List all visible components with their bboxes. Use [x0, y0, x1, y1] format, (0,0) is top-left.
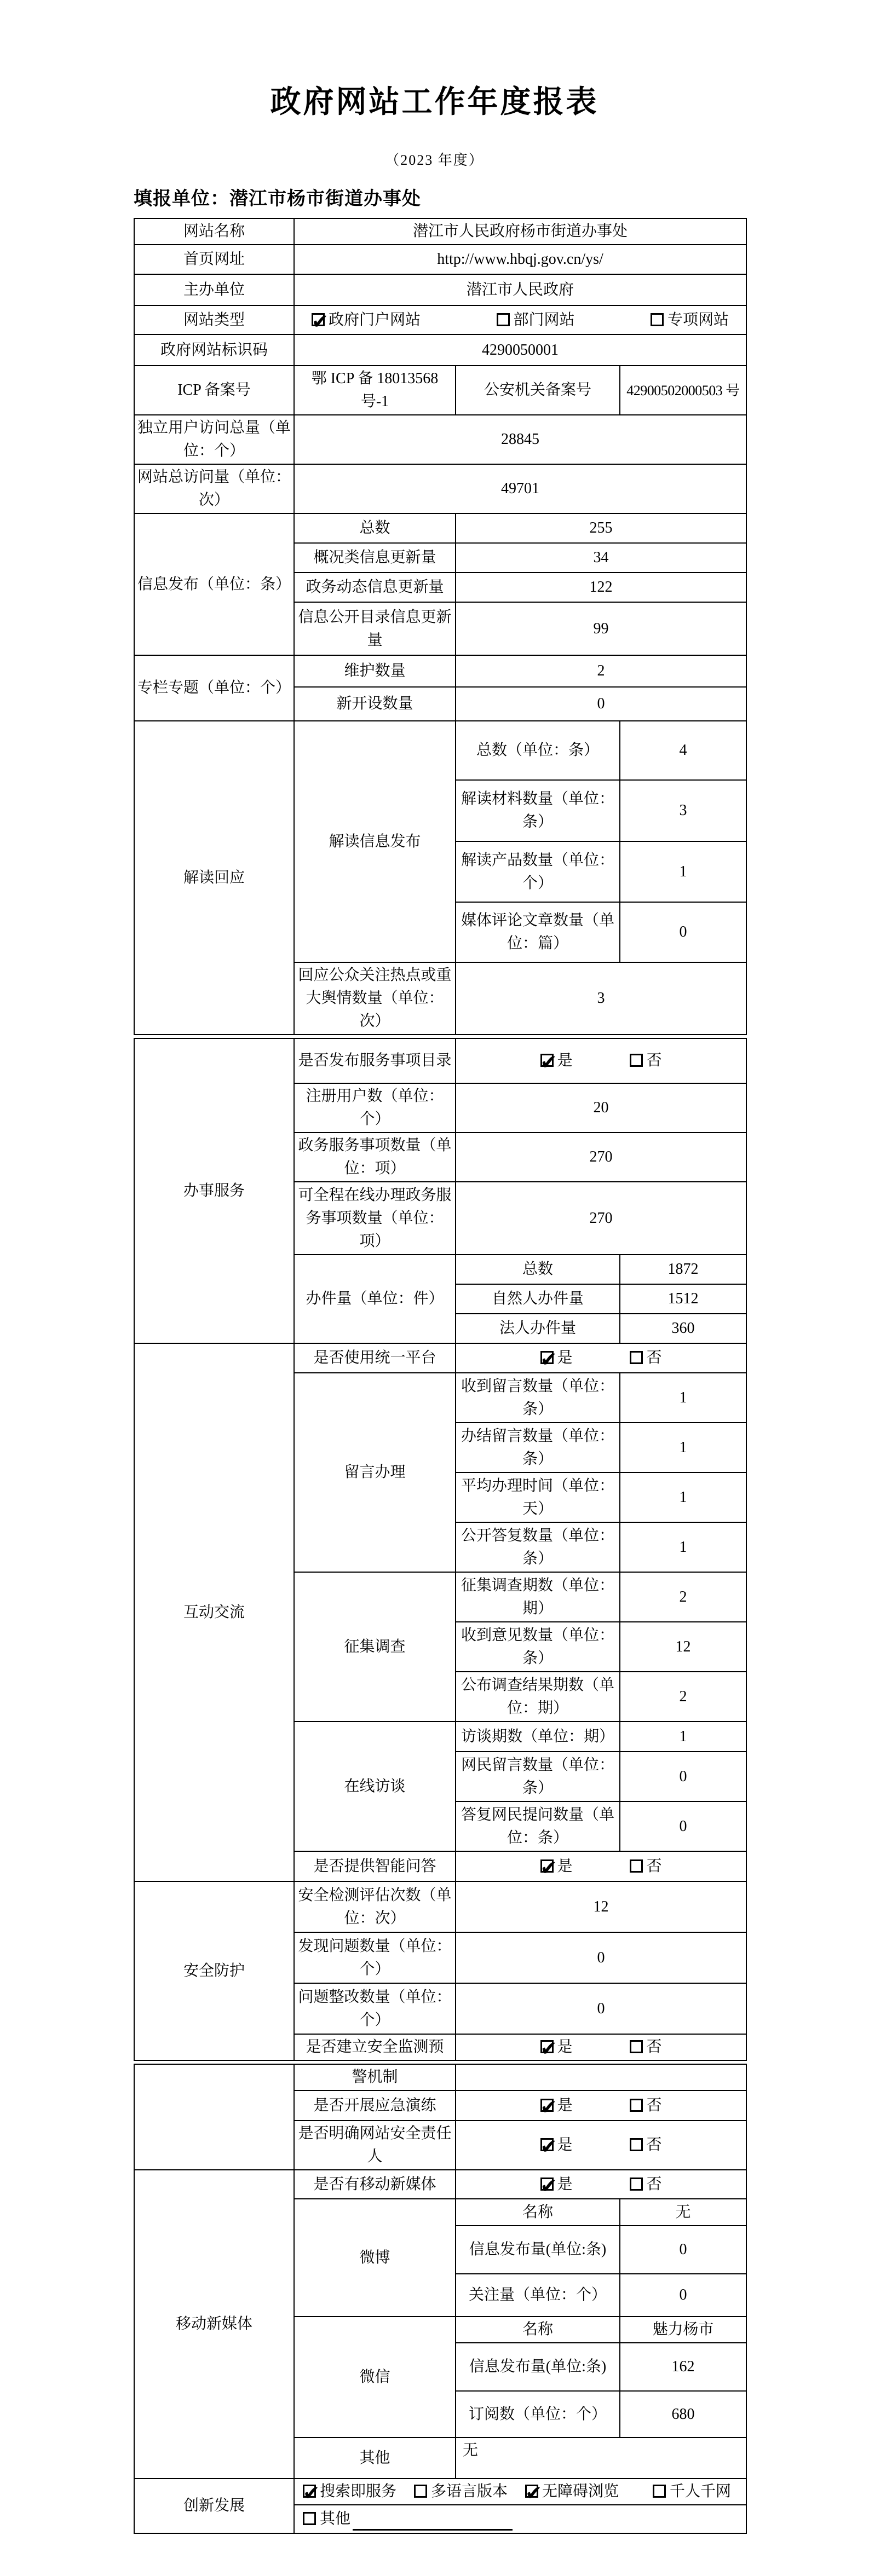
checkbox-no-icon — [630, 2178, 643, 2191]
innovation-other-option — [294, 2505, 746, 2533]
interpret-product-value: 1 — [620, 841, 746, 902]
section-interpret-response: 解读回应 — [134, 721, 294, 1035]
security-check-value: 12 — [456, 1881, 746, 1932]
option-personalized-web: 千人千网 — [653, 2480, 731, 2503]
weibo-fans-label: 关注量（单位：个） — [456, 2274, 620, 2317]
msg-reply-value: 1 — [620, 1522, 746, 1572]
volume-legal-value: 360 — [620, 1314, 746, 1343]
checkbox-portal-site-icon — [312, 313, 325, 326]
interact-unified-label: 是否使用统一平台 — [294, 1343, 456, 1373]
interact-smartqa-value — [456, 1851, 746, 1881]
checkbox-search-as-service-icon — [303, 2485, 316, 2498]
checkbox-department-site-icon — [497, 313, 510, 326]
media-other-value: 无 — [456, 2438, 746, 2479]
interpret-total-label: 总数（单位：条） — [456, 721, 620, 780]
site-name-value: 潜江市人民政府杨市街道办事处 — [294, 218, 746, 245]
info-dynamic-value: 122 — [456, 573, 746, 602]
security-monitor-label-part2: 警机制 — [294, 2064, 456, 2090]
yes-option: ✔是 — [540, 2134, 573, 2157]
interpret-publish-group: 解读信息发布 — [294, 721, 456, 962]
wechat-name-label: 名称 — [456, 2317, 620, 2343]
interpret-product-label: 解读产品数量（单位：个） — [456, 841, 620, 902]
msg-done-value: 1 — [620, 1423, 746, 1472]
interact-smartqa-label: 是否提供智能问答 — [294, 1851, 456, 1881]
security-owner-label: 是否明确网站安全责任人 — [294, 2121, 456, 2170]
icp-value: 鄂 ICP 备 18013568 号-1 — [294, 366, 456, 415]
checkbox-no-icon — [630, 2040, 643, 2053]
security-check-label: 安全检测评估次数（单位：次） — [294, 1881, 456, 1932]
msg-time-label: 平均办理时间（单位：天） — [456, 1472, 620, 1522]
organizer-label: 主办单位 — [134, 274, 294, 305]
section-info-publish: 信息发布（单位：条） — [134, 513, 294, 655]
talk-num-label: 访谈期数（单位：期） — [456, 1722, 620, 1752]
unique-visitors-label: 独立用户访问总量（单位：个） — [134, 415, 294, 464]
volume-person-label: 自然人办件量 — [456, 1284, 620, 1314]
survey-num-label: 征集调查期数（单位：期） — [456, 1572, 620, 1622]
checkbox-accessibility-icon — [525, 2485, 538, 2498]
table-row — [134, 1881, 746, 1932]
weibo-pub-label: 信息发布量(单位:条) — [456, 2226, 620, 2274]
security-found-value: 0 — [456, 1932, 746, 1983]
section-special-column: 专栏专题（单位：个） — [134, 655, 294, 721]
home-url-label: 首页网址 — [134, 245, 294, 274]
survey-result-value: 2 — [620, 1672, 746, 1722]
security-monitor-value — [456, 2034, 746, 2060]
table-row — [134, 415, 746, 464]
wechat-subs-value: 680 — [620, 2391, 746, 2438]
security-fixed-label: 问题整改数量（单位：个） — [294, 1983, 456, 2034]
msg-done-label: 办结留言数量（单位：条） — [456, 1423, 620, 1472]
interpret-hotspot-label: 回应公众关注热点或重大舆情数量（单位：次） — [294, 962, 456, 1035]
site-code-value: 4290050001 — [294, 334, 746, 366]
media-other-label: 其他 — [294, 2438, 456, 2479]
column-maintain-label: 维护数量 — [294, 655, 456, 687]
msg-reply-label: 公开答复数量（单位：条） — [456, 1522, 620, 1572]
weibo-pub-value: 0 — [620, 2226, 746, 2274]
table-row — [134, 334, 746, 366]
media-weibo-group: 微博 — [294, 2199, 456, 2317]
checkbox-no-icon — [630, 2099, 643, 2112]
page-title: 政府网站工作年度报表 — [270, 85, 599, 119]
police-record-label: 公安机关备案号 — [456, 366, 620, 415]
option-search-as-service: ✔搜索即服务 — [303, 2480, 396, 2503]
icp-label: ICP 备案号 — [134, 366, 294, 415]
media-has-value — [456, 2170, 746, 2199]
option-accessibility: ✔ 无障碍浏览 — [525, 2480, 619, 2503]
site-name-label: 网站名称 — [134, 218, 294, 245]
police-record-value: 42900502000503 号 — [620, 366, 746, 415]
table-row — [134, 1343, 746, 1373]
talk-reply-value: 0 — [620, 1801, 746, 1851]
talk-reply-label: 答复网民提问数量（单位：条） — [456, 1801, 620, 1851]
no-option: 否 — [630, 2036, 662, 2059]
option-multilingual: 多语言版本 — [414, 2480, 508, 2503]
service-items-value: 270 — [456, 1133, 746, 1182]
yes-option: ✔ 是 — [540, 2094, 573, 2117]
reporting-unit-line: 填报单位：潜江市杨市街道办事处 — [134, 189, 421, 209]
column-maintain-value: 2 — [456, 655, 746, 687]
table-row — [134, 366, 746, 415]
info-catalog-value: 99 — [456, 602, 746, 655]
checkbox-yes-icon — [540, 2099, 554, 2112]
interpret-total-value: 4 — [620, 721, 746, 780]
option-department-site: 部门网站 — [497, 309, 575, 332]
organizer-value: 潜江市人民政府 — [294, 274, 746, 305]
column-newopen-value: 0 — [456, 687, 746, 721]
service-reg-value: 20 — [456, 1083, 746, 1133]
total-visits-value: 49701 — [294, 464, 746, 513]
checkbox-special-site-icon — [651, 313, 664, 326]
checkbox-yes-icon — [540, 1859, 554, 1873]
no-option: 否 — [630, 2173, 662, 2196]
wechat-subs-label: 订阅数（单位：个） — [456, 2391, 620, 2438]
volume-person-value: 1512 — [620, 1284, 746, 1314]
service-online-value: 270 — [456, 1182, 746, 1255]
service-reg-label: 注册用户数（单位：个） — [294, 1083, 456, 1133]
interpret-material-label: 解读材料数量（单位：条） — [456, 780, 620, 841]
survey-result-label: 公布调查结果期数（单位：期） — [456, 1672, 620, 1722]
talk-msg-label: 网民留言数量（单位：条） — [456, 1752, 620, 1801]
interpret-media-value: 0 — [620, 902, 746, 962]
interact-message-group: 留言办理 — [294, 1373, 456, 1572]
checkbox-yes-icon — [540, 1054, 554, 1067]
column-newopen-label: 新开设数量 — [294, 687, 456, 721]
interpret-material-value: 3 — [620, 780, 746, 841]
no-option: 否 — [630, 2094, 662, 2117]
checkbox-no-icon — [630, 2138, 643, 2151]
table-row — [134, 721, 746, 780]
media-has-label: 是否有移动新媒体 — [294, 2170, 456, 2199]
interact-survey-group: 征集调查 — [294, 1572, 456, 1722]
checkbox-no-icon — [630, 1054, 643, 1067]
yes-option: ✔ 是 — [540, 2036, 573, 2059]
interact-talk-group: 在线访谈 — [294, 1722, 456, 1851]
security-drill-label: 是否开展应急演练 — [294, 2090, 456, 2121]
no-option: 否 — [630, 2134, 662, 2157]
yes-option: ✔ 是 — [540, 1049, 573, 1072]
msg-recv-label: 收到留言数量（单位：条） — [456, 1373, 620, 1423]
table-row — [134, 274, 746, 305]
site-type-label: 网站类型 — [134, 305, 294, 334]
talk-num-value: 1 — [620, 1722, 746, 1752]
section-innovation: 创新发展 — [134, 2479, 294, 2533]
site-type-options — [294, 305, 746, 334]
yes-option: ✔ 是 — [540, 1347, 573, 1370]
checkbox-personalized-web-icon — [653, 2485, 666, 2498]
table-row — [134, 2064, 746, 2090]
page-break-divider — [134, 1035, 746, 1038]
service-online-label: 可全程在线办理政务服务事项数量（单位：项） — [294, 1182, 456, 1255]
table-row — [134, 245, 746, 274]
section-security-continued — [134, 2064, 294, 2170]
section-interaction: 互动交流 — [134, 1343, 294, 1881]
survey-opinions-label: 收到意见数量（单位：条） — [456, 1622, 620, 1672]
security-drill-value — [456, 2090, 746, 2121]
media-wechat-group: 微信 — [294, 2317, 456, 2438]
annual-report-table — [134, 218, 747, 2534]
checkbox-yes-icon — [540, 1351, 554, 1364]
volume-total-label: 总数 — [456, 1255, 620, 1284]
option-portal-site: ✔ 政府门户网站 — [312, 309, 421, 332]
section-security: 安全防护 — [134, 1881, 294, 2060]
info-dynamic-label: 政务动态信息更新量 — [294, 573, 456, 602]
option-special-site: 专项网站 — [651, 309, 729, 332]
no-option: 否 — [630, 1049, 662, 1072]
checkbox-yes-icon — [540, 2178, 554, 2191]
info-overview-label: 概况类信息更新量 — [294, 543, 456, 573]
option-other: 其他 — [303, 2508, 350, 2531]
talk-msg-value: 0 — [620, 1752, 746, 1801]
service-volume-group: 办件量（单位：件） — [294, 1255, 456, 1343]
table-row — [134, 513, 746, 543]
wechat-pub-value: 162 — [620, 2343, 746, 2391]
security-fixed-value: 0 — [456, 1983, 746, 2034]
total-visits-label: 网站总访问量（单位：次） — [134, 464, 294, 513]
service-items-label: 政务服务事项数量（单位：项） — [294, 1133, 456, 1182]
interpret-hotspot-value: 3 — [456, 962, 746, 1035]
no-option: 否 — [630, 1347, 662, 1370]
empty-cell — [456, 2064, 746, 2090]
checkbox-other-icon — [303, 2512, 316, 2525]
table-row — [134, 464, 746, 513]
weibo-name-value: 无 — [620, 2199, 746, 2226]
innovation-options — [294, 2479, 746, 2505]
checkbox-no-icon — [630, 1859, 643, 1873]
table-row — [134, 655, 746, 687]
site-code-label: 政府网站标识码 — [134, 334, 294, 366]
service-catalog-label: 是否发布服务事项目录 — [294, 1038, 456, 1083]
weibo-name-label: 名称 — [456, 2199, 620, 2226]
checkbox-yes-icon — [540, 2138, 554, 2151]
checkbox-no-icon — [630, 1351, 643, 1364]
checkbox-multilingual-icon — [414, 2485, 427, 2498]
section-service: 办事服务 — [134, 1038, 294, 1343]
info-catalog-label: 信息公开目录信息更新量 — [294, 602, 456, 655]
table-row — [134, 2479, 746, 2505]
yes-option: ✔ 是 — [540, 1855, 573, 1878]
yes-option: ✔ 是 — [540, 2173, 573, 2196]
volume-legal-label: 法人办件量 — [456, 1314, 620, 1343]
home-url-value: http://www.hbqj.gov.cn/ys/ — [294, 245, 746, 274]
volume-total-value: 1872 — [620, 1255, 746, 1284]
table-row — [134, 305, 746, 334]
unique-visitors-value: 28845 — [294, 415, 746, 464]
table-row — [134, 1038, 746, 1083]
wechat-name-value: 魅力杨市 — [620, 2317, 746, 2343]
page-break-divider — [134, 2060, 746, 2064]
security-owner-value — [456, 2121, 746, 2170]
survey-num-value: 2 — [620, 1572, 746, 1622]
weibo-fans-value: 0 — [620, 2274, 746, 2317]
msg-recv-value: 1 — [620, 1373, 746, 1423]
checkbox-yes-icon — [540, 2040, 554, 2053]
report-year-subtitle: （2023 年度） — [385, 152, 484, 168]
msg-time-value: 1 — [620, 1472, 746, 1522]
service-catalog-value — [456, 1038, 746, 1083]
table-row — [134, 218, 746, 245]
blank-fill-line — [353, 2513, 513, 2531]
security-monitor-label-part1: 是否建立安全监测预 — [294, 2034, 456, 2060]
info-total-label: 总数 — [294, 513, 456, 543]
wechat-pub-label: 信息发布量(单位:条) — [456, 2343, 620, 2391]
survey-opinions-value: 12 — [620, 1622, 746, 1672]
interpret-media-label: 媒体评论文章数量（单位：篇） — [456, 902, 620, 962]
security-found-label: 发现问题数量（单位：个） — [294, 1932, 456, 1983]
info-overview-value: 34 — [456, 543, 746, 573]
table-row — [134, 2170, 746, 2199]
section-mobile-media: 移动新媒体 — [134, 2170, 294, 2479]
no-option: 否 — [630, 1855, 662, 1878]
info-total-value: 255 — [456, 513, 746, 543]
interact-unified-value — [456, 1343, 746, 1373]
